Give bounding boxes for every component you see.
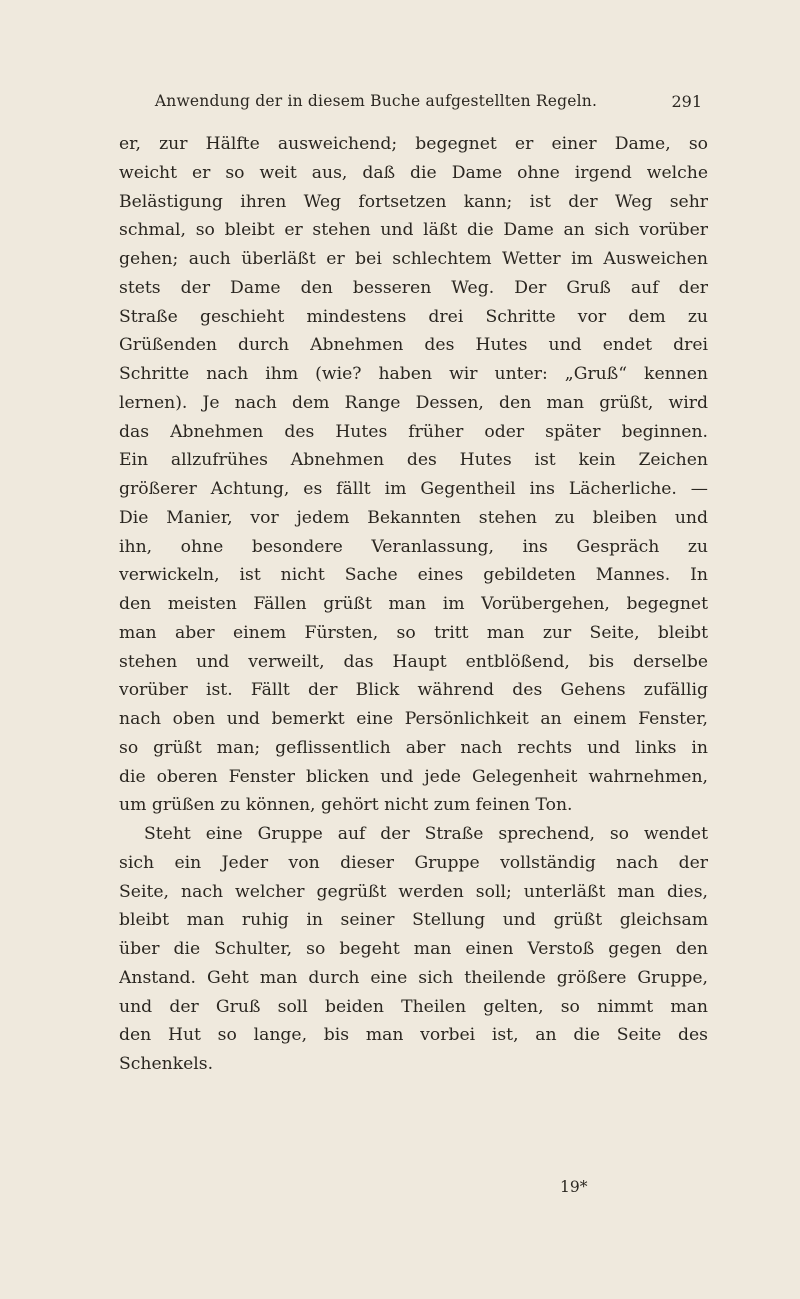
text-line: stehen und verweilt, das Haupt entblößend, bis derselbe bbox=[119, 651, 708, 672]
text-line: den meisten Fällen grüßt man im Vorübergehen, begegnet bbox=[119, 594, 708, 614]
text-line: weicht er so weit aus, daß die Dame ohne irgend welche bbox=[119, 162, 708, 183]
text-line: das Abnehmen des Hutes früher oder später beginnen. bbox=[119, 421, 708, 442]
text-line: nach oben und bemerkt eine Persönlichkeit an einem Fenster, bbox=[119, 709, 708, 729]
text-line: Seite, nach welcher gegrüßt werden soll; unterläßt man dies, bbox=[119, 881, 708, 902]
body-text bbox=[119, 130, 708, 1079]
text-line: Straße geschieht mindestens drei Schritte vor dem zu bbox=[119, 306, 708, 327]
text-line: er, zur Hälfte ausweichend; begegnet er einer Dame, so bbox=[119, 134, 708, 154]
text-line: verwickeln, ist nicht Sache eines gebildeten Mannes. In bbox=[119, 565, 708, 586]
text-line: schmal, so bleibt er stehen und läßt die Dame an sich vorüber bbox=[119, 220, 708, 241]
text-line: um grüßen zu können, gehört nicht zum feinen Ton. bbox=[119, 795, 573, 816]
printer-signature: 19* bbox=[560, 1178, 588, 1196]
running-title: Anwendung der in diesem Buche aufgestellten Regeln. bbox=[154, 92, 598, 110]
page-number: 291 bbox=[671, 92, 702, 111]
text-line: Die Manier, vor jedem Bekannten stehen zu bleiben und bbox=[119, 507, 708, 528]
text-line: stets der Dame den besseren Weg. Der Gruß auf der bbox=[119, 277, 708, 298]
text-line: lernen). Je nach dem Range Dessen, den man grüßt, wird bbox=[119, 392, 708, 413]
text-line: Belästigung ihren Weg fortsetzen kann; ist der Weg sehr bbox=[119, 191, 708, 212]
text-line: bleibt man ruhig in seiner Stellung und grüßt gleichsam bbox=[119, 910, 708, 931]
text-line: Grüßenden durch Abnehmen des Hutes und endet drei bbox=[119, 335, 708, 356]
text-line: Schritte nach ihm (wie? haben wir unter: „Gruß“ kennen bbox=[119, 364, 708, 384]
text-line: den Hut so lange, bis man vorbei ist, an die Seite des bbox=[119, 1025, 708, 1046]
text-line: Ein allzufrühes Abnehmen des Hutes ist kein Zeichen bbox=[119, 450, 708, 471]
text-line: ihn, ohne besondere Veranlassung, ins Gespräch zu bbox=[119, 536, 708, 557]
text-line: über die Schulter, so begeht man einen Verstoß gegen den bbox=[119, 939, 708, 959]
text-line: Anstand. Geht man durch eine sich theilende größere Gruppe, bbox=[119, 967, 708, 988]
text-line: und der Gruß soll beiden Theilen gelten, so nimmt man bbox=[119, 996, 708, 1017]
text-line: gehen; auch überläßt er bei schlechtem Wetter im Ausweichen bbox=[119, 249, 708, 269]
text-line: Schenkels. bbox=[119, 1054, 214, 1074]
text-line: so grüßt man; geflissentlich aber nach rechts und links in bbox=[119, 737, 708, 758]
text-line: man aber einem Fürsten, so tritt man zur Seite, bleibt bbox=[119, 622, 708, 643]
running-head bbox=[120, 92, 702, 114]
text-line: sich ein Jeder von dieser Gruppe vollständig nach der bbox=[119, 852, 708, 873]
text-line: Steht eine Gruppe auf der Straße sprechend, so wendet bbox=[144, 824, 708, 844]
text-line: vorüber ist. Fällt der Blick während des Gehens zufällig bbox=[119, 680, 708, 701]
text-line: die oberen Fenster blicken und jede Gelegenheit wahrnehmen, bbox=[119, 766, 708, 787]
text-line: größerer Achtung, es fällt im Gegentheil ins Lächerliche. — bbox=[119, 479, 708, 499]
